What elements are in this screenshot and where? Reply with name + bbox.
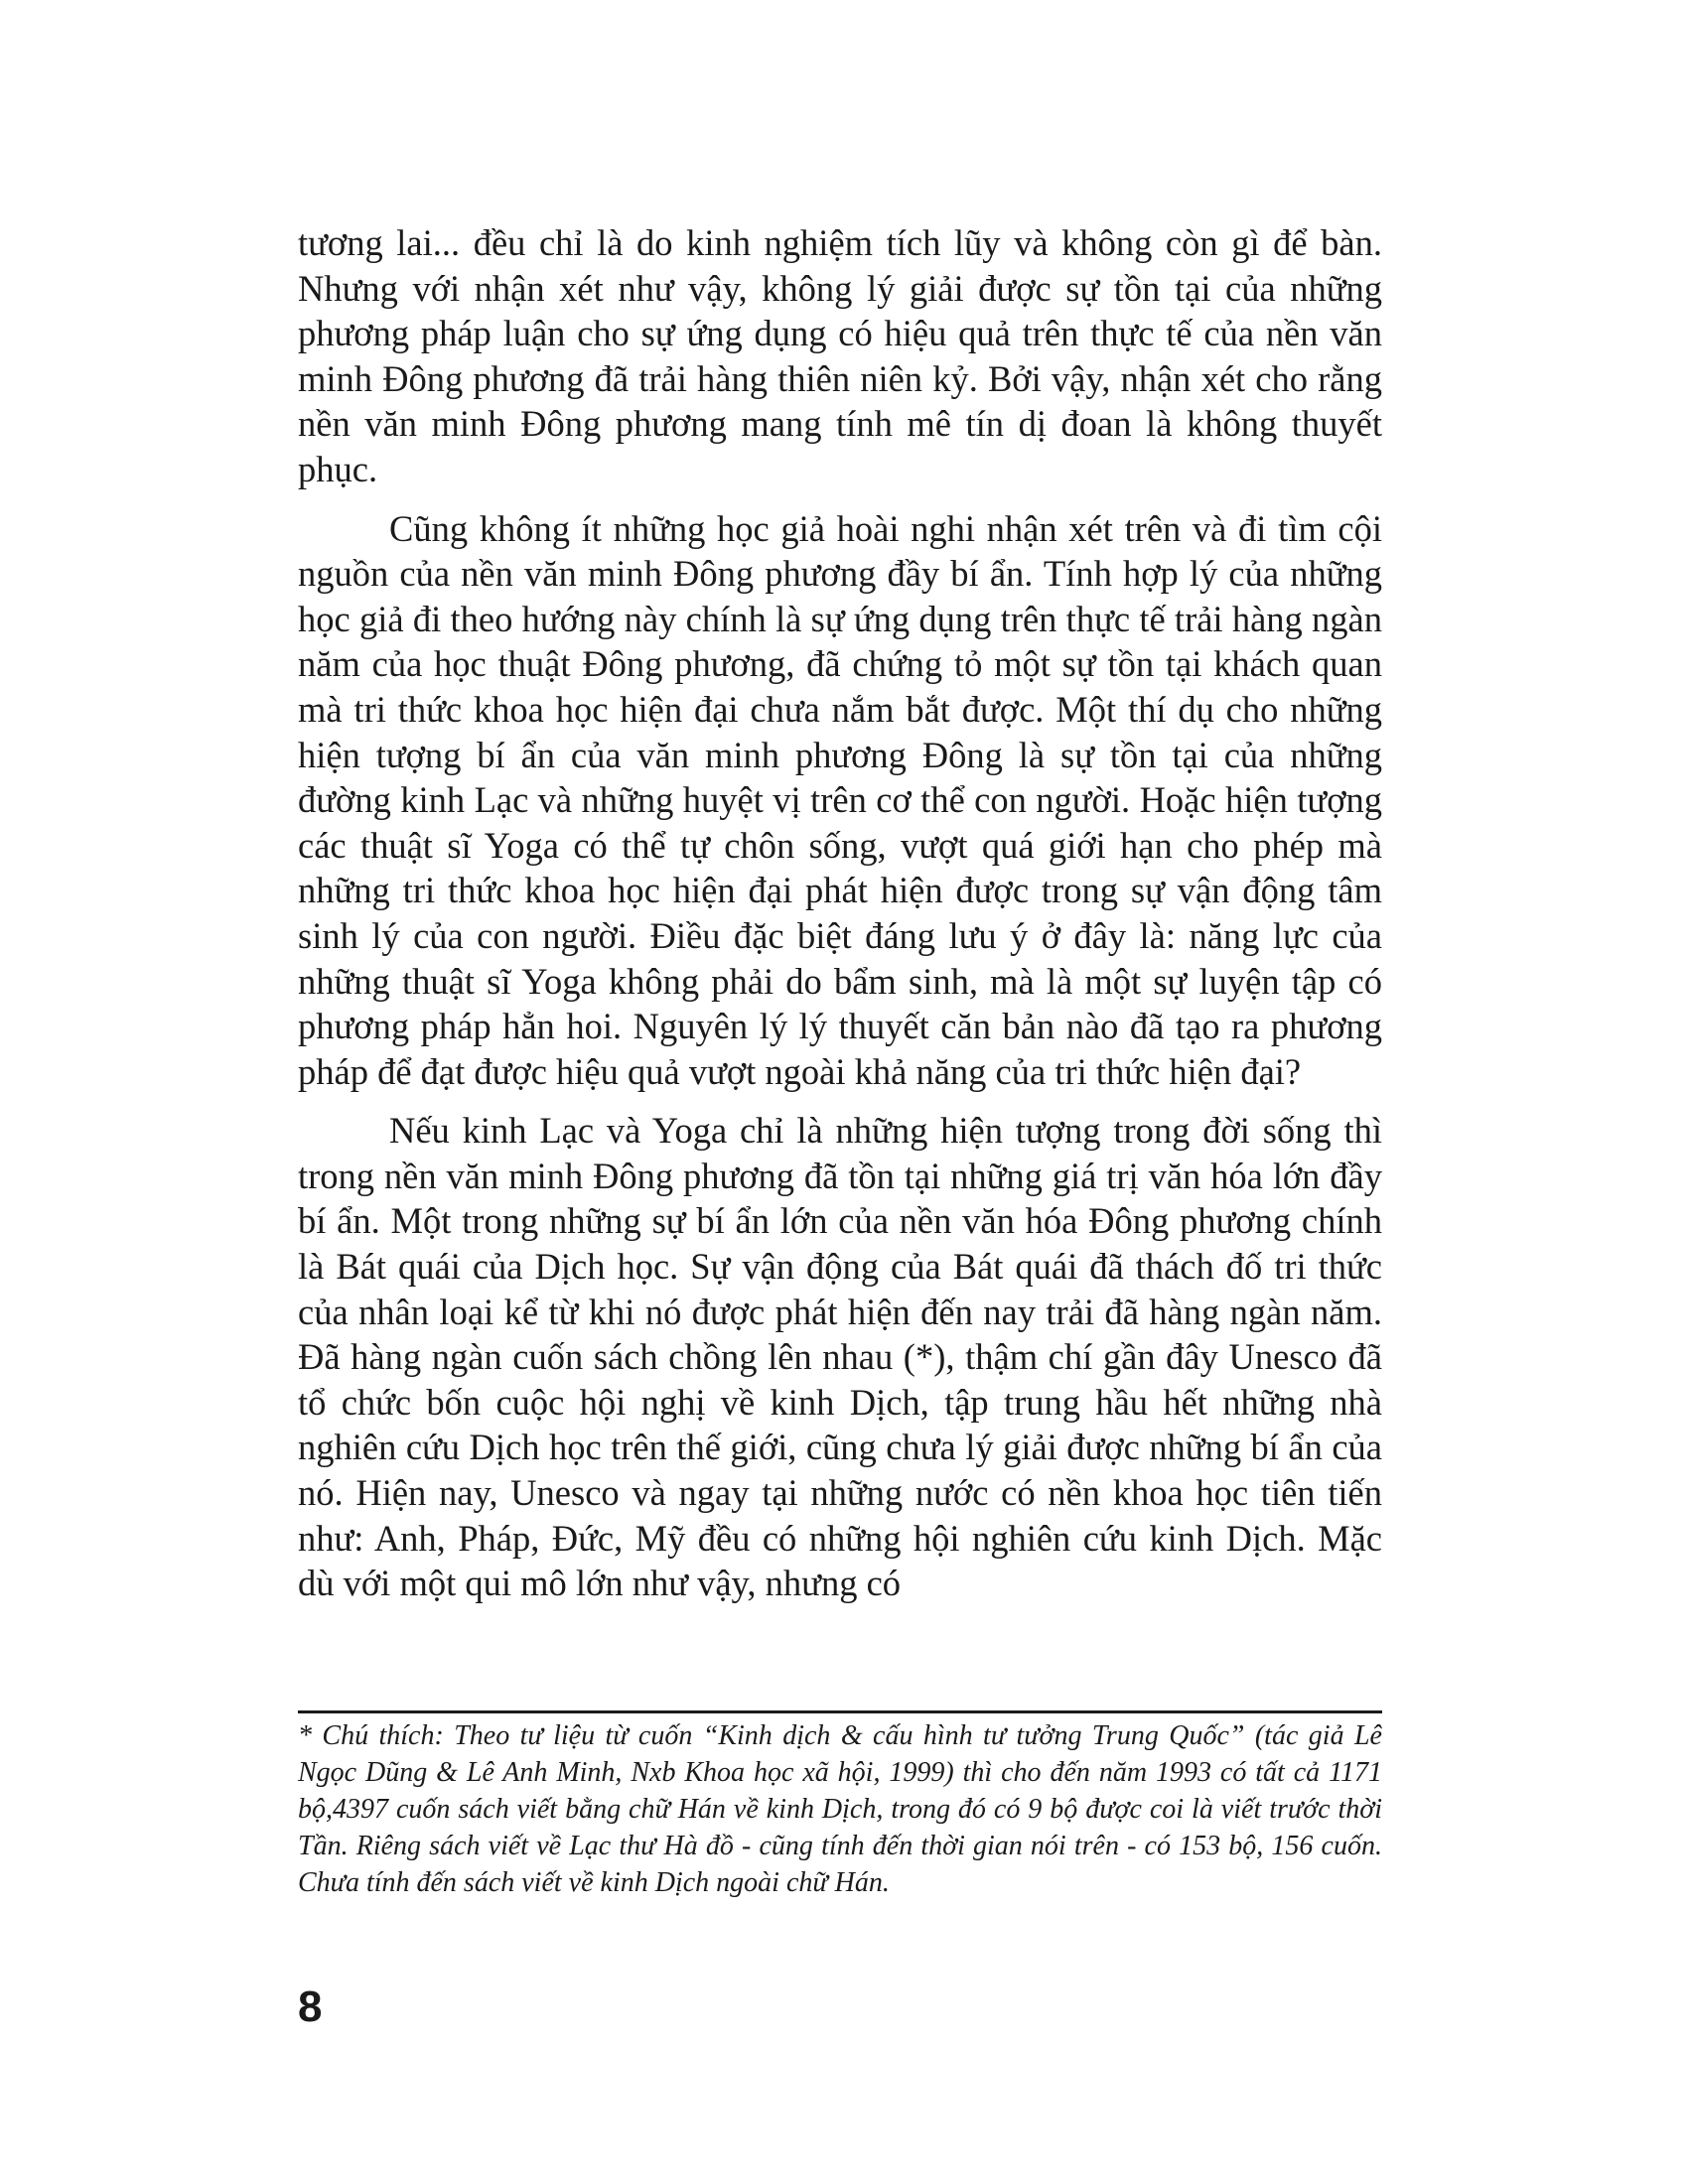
paragraph: Cũng không ít những học giả hoài nghi nhận xét trên và đi tìm cội nguồn của nền văn minh Đông phương đầy bí ẩn. Tính hợp lý của những học giả đi theo hướng này chính là sự ứng dụng trên thực tế trải hàng ngàn năm của học thuật Đông phương, đã chứng tỏ một sự tồn tại khách quan mà tri thức khoa học hiện đại chưa nắm bắt được. Một thí dụ cho những hiện tượng bí ẩn của văn minh phương Đông là sự tồn tại của những đường kinh Lạc và những huyệt vị trên cơ thể con người. Hoặc hiện tượng các thuật sĩ Yoga có thể tự chôn sống, vượt quá giới hạn cho phép mà những tri thức khoa học hiện đại phát hiện được trong sự vận động tâm sinh lý của con người. Điều đặc biệt đáng lưu ý ở đây là: năng lực của những thuật sĩ Yoga không phải do bẩm sinh, mà là một sự luyện tập có phương pháp hẳn hoi. Nguyên lý lý thuyết căn bản nào đã tạo ra phương pháp để đạt được hiệu quả vượt ngoài khả năng của tri thức hiện đại? — [298, 507, 1382, 1092]
footnote: * Chú thích: Theo tư liệu từ cuốn “Kinh dịch & cấu hình tư tưởng Trung Quốc” (tác giả Lê Ngọc Dũng & Lê Anh Minh, Nxb Khoa học xã hội, 1999) thì cho đến năm 1993 có tất cả 1171 bộ,4397 cuốn sách viết bằng chữ Hán về kinh Dịch, trong đó có 9 bộ được coi là viết trước thời Tần. Riêng sách viết về Lạc thư Hà đồ - cũng tính đến thời gian nói trên - có 153 bộ, 156 cuốn. Chưa tính đến sách viết về kinh Dịch ngoài chữ Hán. — [298, 1720, 1382, 1898]
paragraph-continued: tương lai... đều chỉ là do kinh nghiệm tích lũy và không còn gì để bàn. Nhưng với nhận xét như vậy, không lý giải được sự tồn tại của những phương pháp luận cho sự ứng dụng có hiệu quả trên thực tế của nền văn minh Đông phương đã trải hàng thiên niên kỷ. Bởi vậy, nhận xét cho rằng nền văn minh Đông phương mang tính mê tín dị đoan là không thuyết phục. — [298, 222, 1382, 489]
paragraph: Nếu kinh Lạc và Yoga chỉ là những hiện tượng trong đời sống thì trong nền văn minh Đông phương đã tồn tại những giá trị văn hóa lớn đầy bí ẩn. Một trong những sự bí ẩn lớn của nền văn hóa Đông phương chính là Bát quái của Dịch học. Sự vận động của Bát quái đã thách đố tri thức của nhân loại kể từ khi nó được phát hiện đến nay trải đã hàng ngàn năm. Đã hàng ngàn cuốn sách chồng lên nhau (*), thậm chí gần đây Unesco đã tổ chức bốn cuộc hội nghị về kinh Dịch, tập trung hầu hết những nhà nghiên cứu Dịch học trên thế giới, cũng chưa lý giải được những bí ẩn của nó. Hiện nay, Unesco và ngay tại những nước có nền khoa học tiên tiến như: Anh, Pháp, Đức, Mỹ đều có những hội nghiên cứu kinh Dịch. Mặc dù với một qui mô lớn như vậy, nhưng có — [298, 1110, 1382, 1604]
body-text — [298, 220, 1382, 1620]
footnote-divider — [298, 1710, 1382, 1713]
page-number: 8 — [298, 1982, 323, 2031]
